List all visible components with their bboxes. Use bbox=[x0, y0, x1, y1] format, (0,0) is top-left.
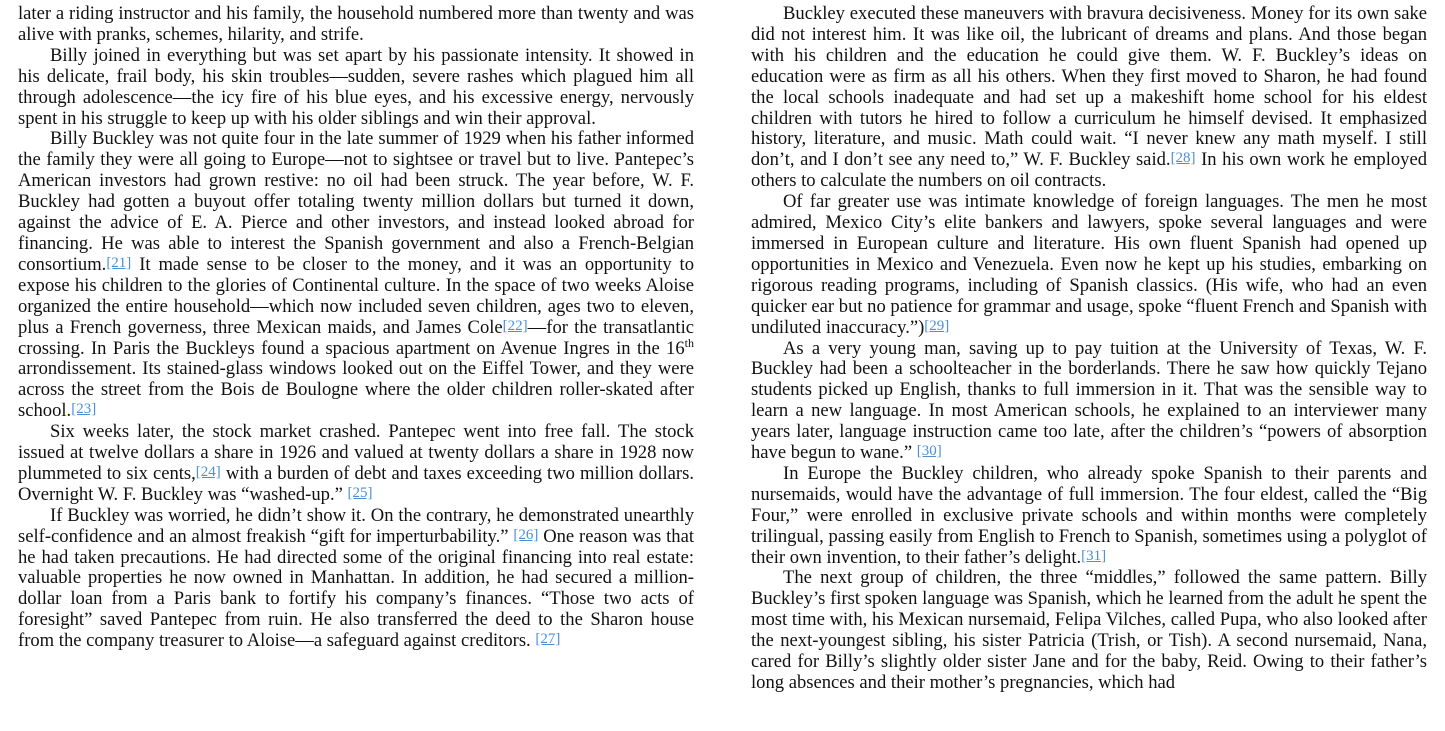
footnote-link-26[interactable]: [26] bbox=[513, 526, 539, 543]
paragraph-text: Billy Buckley was not quite four in the late summer of 1929 when his father informed the family they were all going to Europe—not to sightsee or travel but to live. Pantepec’s American investors had grown restive: no oil had been struck. The year before, W. F. Buckley had gotten a buyout offer totaling twenty million dollars but turned it down, against the advice of E. A. Pierce and other investors, and instead looked abroad for financing. He was able to interest the Spanish government and also a French-Belgian consortium. bbox=[18, 128, 694, 275]
footnote-link-31[interactable]: [31] bbox=[1081, 547, 1107, 564]
footnote-link-29[interactable]: [29] bbox=[924, 317, 950, 334]
paragraph-text: later a riding instructor and his family, the household numbered more than twenty and was alive with pranks, schemes, hilarity, and strife. bbox=[18, 3, 694, 45]
footnote-link-23[interactable]: [23] bbox=[71, 401, 97, 418]
paragraph-text: Of far greater use was intimate knowledge of foreign languages. The men he most admired, Mexico City’s elite bankers and lawyers, spoke several languages and were immersed in European culture and literature. His own fluent Spanish had opened up opportunities in Mexico and Venezuela. Even now he kept up his studies, embarking on rigorous reading programs, including of Spanish classics. (His wife, who had an even quicker ear but no patience for grammar and usage, spoke “fluent French and Spanish with undiluted inaccuracy.”) bbox=[751, 191, 1427, 338]
paragraph bbox=[18, 129, 694, 422]
right-text-column bbox=[751, 4, 1427, 694]
paragraph-text: As a very young man, saving up to pay tuition at the University of Texas, W. F. Buckley had been a schoolteacher in the borderlands. There he saw how quickly Tejano students picked up English, thanks to full immersion in it. That was the sensible way to learn a new language. In most American schools, he explained to an interviewer many years later, language instruction came too late, after the children’s “powers of absorption have begun to wane.” bbox=[751, 337, 1427, 464]
paragraph bbox=[18, 4, 694, 46]
paragraph-text: It made sense to be closer to the money, and it was an opportunity to expose his children to the glories of Continental culture. In the space of two weeks Aloise organized the entire household—which now included seven children, ages two to eleven, plus a French governess, three Mexican maids, and James Cole bbox=[18, 253, 694, 338]
paragraph-text: arrondissement. Its stained-glass windows looked out on the Eiffel Tower, and they were across the street from the Bois de Boulogne where the older children roller-skated after school. bbox=[18, 358, 694, 422]
paragraph-text: Buckley executed these maneuvers with bravura decisiveness. Money for its own sake did not interest him. It was like oil, the lubricant of dreams and plans. And those began with his children and the education he could give them. W. F. Buckley’s ideas on education were as firm as all his others. When they first moved to Sharon, he had found the local schools inadequate and had set up a makeshift home school for his eldest children with tutors he hired to follow a curriculum he himself devised. It emphasized history, literature, and music. Math could wait. “I never knew any math myself. I still don’t, and I don’t see any need to,” W. F. Buckley said. bbox=[751, 3, 1427, 171]
paragraph bbox=[751, 192, 1427, 338]
paragraph-text: The next group of children, the three “middles,” followed the same pattern. Billy Buckley’s first spoken language was Spanish, which he learned from the adult he spent the most time with, his Mexican nursemaid, Felipa Vilches, called Pupa, who also looked after the next-youngest sibling, his sister Patricia (Trish, or Tish). A second nursemaid, Nana, cared for Billy’s slightly older sister Jane and for the baby, Reid. Owing to their father’s long absences and their mother’s pregnancies, which had bbox=[751, 567, 1427, 693]
paragraph bbox=[751, 4, 1427, 192]
ordinal-suffix: th bbox=[684, 335, 694, 350]
footnote-link-30[interactable]: [30] bbox=[916, 443, 942, 460]
footnote-link-28[interactable]: [28] bbox=[1170, 150, 1196, 167]
paragraph-text: Billy joined in everything but was set apart by his passionate intensity. It showed in his delicate, frail body, his skin troubles—sudden, severe rashes which plagued him all through adolescence—the icy fire of his blue eyes, and his excessive energy, nervously spent in his struggle to keep up with his older siblings and win their approval. bbox=[18, 44, 694, 129]
left-text-column bbox=[18, 4, 694, 652]
footnote-link-21[interactable]: [21] bbox=[106, 254, 132, 271]
paragraph-text: Six weeks later, the stock market crashed. Pantepec went into free fall. The stock issued at twelve dollars a share in 1926 and valued at twenty dollars a share in 1928 now plummeted to six cents, bbox=[18, 421, 694, 484]
paragraph bbox=[18, 422, 694, 506]
paragraph bbox=[751, 568, 1427, 693]
footnote-link-22[interactable]: [22] bbox=[502, 317, 528, 334]
footnote-link-25[interactable]: [25] bbox=[347, 484, 373, 501]
paragraph-text: One reason was that he had taken precautions. He had directed some of the original financing into real estate: valuable properties he now owned in Manhattan. In addition, he had secured a million-dollar loan from a Paris bank to fortify his company’s finances. “Those two acts of foresight” saved Pantepec from ruin. He also transferred the deed to the Sharon house from the company treasurer to Aloise—a safeguard against creditors. bbox=[18, 525, 694, 652]
footnote-link-24[interactable]: [24] bbox=[195, 463, 221, 480]
paragraph-text: In his own work he employed others to calculate the numbers on oil contracts. bbox=[751, 149, 1428, 192]
footnote-link-27[interactable]: [27] bbox=[535, 631, 561, 648]
paragraph-text: with a burden of debt and taxes exceeding two million dollars. Overnight W. F. Buckley was “washed-up.” bbox=[18, 462, 694, 505]
paragraph bbox=[18, 506, 694, 652]
paragraph-text: If Buckley was worried, he didn’t show it. On the contrary, he demonstrated unearthly self-confidence and an almost freakish “gift for imperturbability.” bbox=[18, 504, 694, 547]
paragraph bbox=[751, 339, 1427, 464]
paragraph bbox=[18, 46, 694, 130]
paragraph-text: —for the transatlantic crossing. In Paris the Buckleys found a spacious apartment on Avenue Ingres in the 16 bbox=[18, 316, 694, 359]
paragraph-text: In Europe the Buckley children, who already spoke Spanish to their parents and nursemaids, would have the advantage of full immersion. The four eldest, called the “Big Four,” were enrolled in exclusive private schools and within months were completely trilingual, passing easily from English to French to Spanish, sometimes using a polyglot of their own invention, to their father’s delight. bbox=[751, 462, 1427, 568]
paragraph bbox=[751, 464, 1427, 569]
